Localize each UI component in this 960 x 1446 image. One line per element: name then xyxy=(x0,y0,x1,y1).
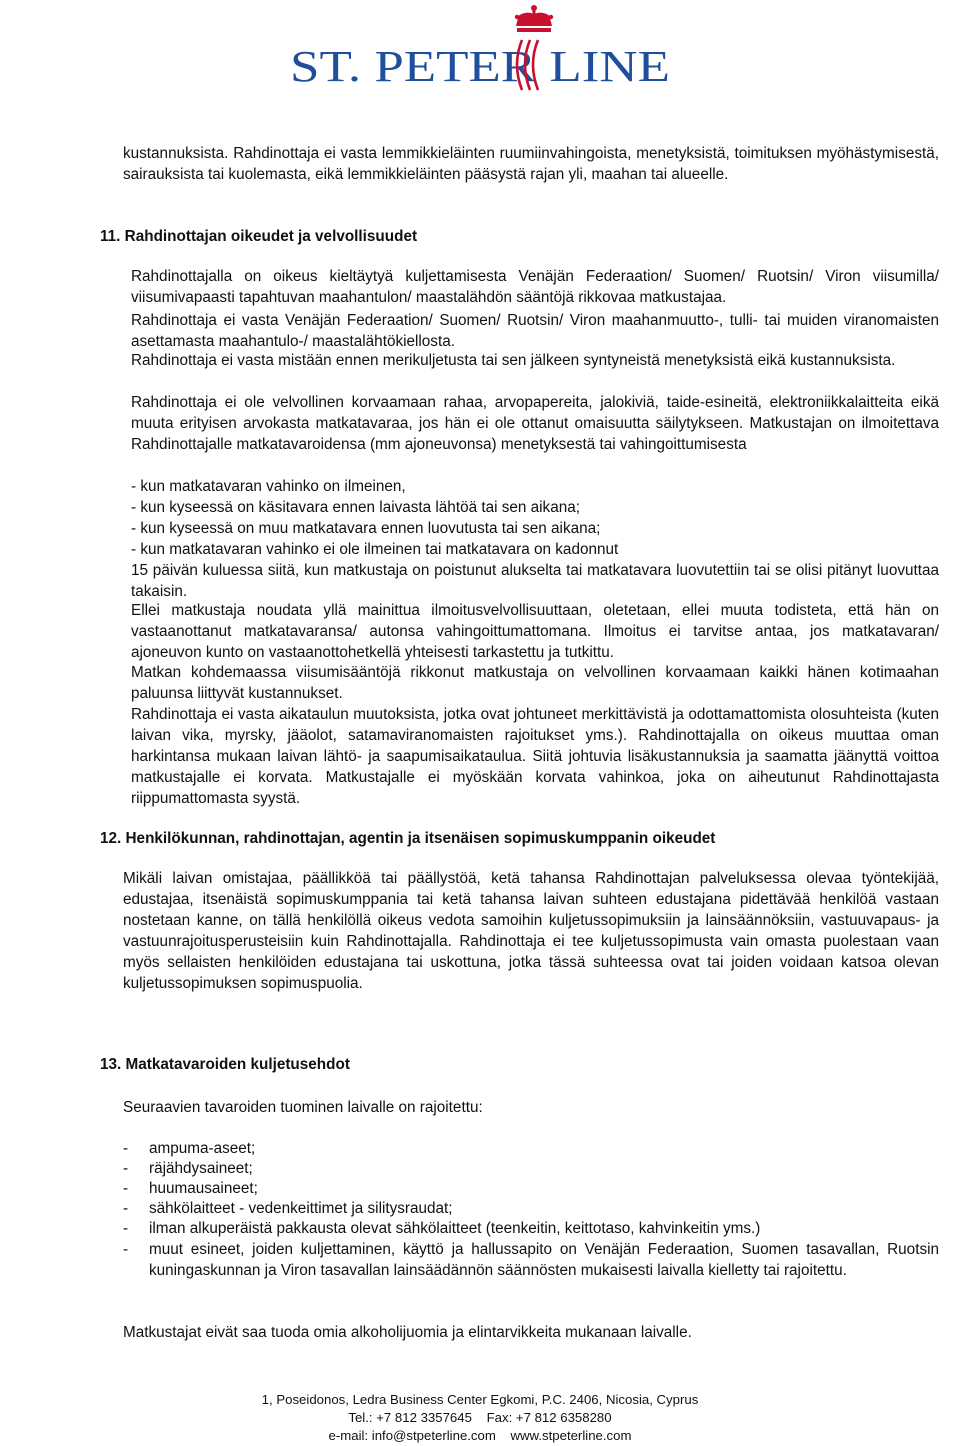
intro-paragraph: kustannuksista. Rahdinottaja ei vasta lemmikkieläinten ruumiinvahingoista, menetyksistä, toimituksen myöhästymisestä, sairauksista tai kuolemasta, eikä lemmikkieläinten pääsystä rajan yli, maahan tai alueelle. xyxy=(123,145,939,183)
section-11-list-item: - kun matkatavaran vahinko on ilmeinen, xyxy=(131,478,406,495)
list-dash: - xyxy=(123,1220,129,1237)
section-12-heading: 12. Henkilökunnan, rahdinottajan, agentin ja itsenäisen sopimuskumppanin oikeudet xyxy=(100,830,716,847)
list-item-text: ampuma-aseet; xyxy=(149,1140,256,1157)
section-12-paragraph: Mikäli laivan omistajaa, päällikköä tai päällystöä, ketä tahansa Rahdinottajan palveluksessa olevaa työntekijää, edustajaa, itsenäistä sopimuskumppania tai ketä tahansa laivan suhteen edustajana pidettävää henkilöä vastaan nostetaan kanne, on tällä henkilöllä oikeus vedota samoihin kuljetussopimuksiin ja lainsäännöksiin, vastuuvapaus- ja vastuunrajoitusperusteisiin kuin Rahdinottajalla. Rahdinottaja ei tee kuljetussopimusta vain omasta puolestaan vaan myös sellaisten henkilöiden edustajana tai uskottuna, jotka tässä suhteessa ovat tai joiden voidaan katsoa olevan kuljetussopimuksen sopimuspuolia. xyxy=(123,870,939,992)
list-dash: - xyxy=(123,1180,129,1197)
section-11-heading: 11. Rahdinottajan oikeudet ja velvollisuudet xyxy=(100,228,418,245)
list-dash: - xyxy=(123,1241,129,1258)
section-13-closing: Matkustajat eivät saa tuoda omia alkoholijuomia ja elintarvikkeita mukanaan laivalle. xyxy=(123,1324,692,1341)
section-13-list-item xyxy=(123,1158,939,1179)
crown-icon xyxy=(515,5,553,32)
list-dash: - xyxy=(123,1160,129,1177)
footer-address: 1, Poseidonos, Ledra Business Center Egkomi, P.C. 2406, Nicosia, Cyprus xyxy=(261,1392,699,1407)
footer-phones: Tel.: +7 812 3357645 Fax: +7 812 6358280 xyxy=(348,1410,612,1425)
list-item-text: sähkölaitteet - vedenkeittimet ja silitysraudat; xyxy=(149,1200,453,1217)
list-dash: - xyxy=(123,1140,129,1157)
section-13-heading: 13. Matkatavaroiden kuljetusehdot xyxy=(100,1056,350,1073)
st-peter-line-logo xyxy=(286,4,676,96)
list-item-text: ilman alkuperäistä pakkausta olevat sähkölaitteet (teenkeitin, keittotaso, kahvinkeitin yms.) xyxy=(149,1220,761,1237)
section-11-paragraph-2: Rahdinottaja ei vasta Venäjän Federaation/ Suomen/ Ruotsin/ Viron maahanmuutto-, tulli- tai muiden viranomaisten asettamasta maahantulo-/ maastalähtökiellosta. xyxy=(131,312,939,350)
section-11-paragraph-3: Rahdinottaja ei vasta mistään ennen merikuljetusta tai sen jälkeen syntyneistä menetyksistä eikä kustannuksista. xyxy=(131,352,896,369)
section-11-list-item: - kun kyseessä on muu matkatavara ennen luovutusta tai sen aikana; xyxy=(131,520,601,537)
list-item-text: muut esineet, joiden kuljettaminen, käyttö ja hallussapito on Venäjän Federaation, Suomen tasavallan, Ruotsin kuningaskunnan ja Viron tasavallan lainsäädännön säännösten mukaisesti laivalla kielletty tai rajoitettu. xyxy=(149,1241,939,1279)
footer-contacts: e-mail: info@stpeterline.com www.stpeterline.com xyxy=(328,1428,632,1443)
section-13-list-item xyxy=(123,1198,939,1219)
section-11-paragraph-7: Matkan kohdemaassa viisumisääntöjä rikkonut matkustaja on velvollinen korvaamaan kaikki hänen kotimaahan paluunsa liittyvät kustannukset. xyxy=(131,664,939,702)
logo-graphic xyxy=(286,4,676,96)
section-11-list-item: - kun matkatavaran vahinko ei ole ilmeinen tai matkatavara on kadonnut xyxy=(131,541,619,558)
section-13-list-item xyxy=(123,1239,939,1281)
list-item-text: huumausaineet; xyxy=(149,1180,258,1197)
section-13-intro: Seuraavien tavaroiden tuominen laivalle on rajoitettu: xyxy=(123,1099,483,1116)
section-13-list-item xyxy=(123,1218,939,1239)
list-dash: - xyxy=(123,1200,129,1217)
section-11-paragraph-4: Rahdinottaja ei ole velvollinen korvaamaan rahaa, arvopapereita, jalokiviä, taide-esineitä, elektroniikkalaitteita eikä muuta erityisen arvokasta matkatavaraa, jos hän ei ole ottanut omaisuutta säilytykseen. Matkustajan on ilmoitettava Rahdinottajalle matkatavaroidensa (mm ajoneuvonsa) menetyksestä tai vahingoittumisesta xyxy=(131,394,939,453)
list-item-text: räjähdysaineet; xyxy=(149,1160,253,1177)
section-13-list-item xyxy=(123,1138,939,1159)
section-11-paragraph-5: 15 päivän kuluessa siitä, kun matkustaja on poistunut alukselta tai matkatavara luovutettiin tai se olisi pitänyt luovuttaa takaisin. xyxy=(131,562,939,600)
section-11-paragraph-1: Rahdinottajalla on oikeus kieltäytyä kuljettamisesta Venäjän Federaation/ Suomen/ Ruotsin/ Viron viisumilla/ viisumivapaasti tapahtuvan maahantulon/ maastalähdön sääntöjä rikkovaa matkustajaa. xyxy=(131,268,939,306)
section-13-list-item xyxy=(123,1178,939,1199)
section-11-list-item: - kun kyseessä on käsitavara ennen laivasta lähtöä tai sen aikana; xyxy=(131,499,580,516)
section-11-paragraph-8: Rahdinottaja ei vasta aikataulun muutoksista, jotka ovat johtuneet merkittävistä ja odottamattomista olosuhteista (kuten laivan vika, myrsky, jääolot, satamaviranomaisten rajoitukset yms.). Rahdinottajalla on oikeus muuttaa oman harkintansa mukaan laivan lähtö- ja saapumisaikataulua. Siitä johtuvia lisäkustannuksia ja saamatta jäänyttä voittoa matkustajalle ei korvata. Matkustajalle ei myöskään korvata vahinkoa, joka on aiheutunut Rahdinottajasta riippumattomasta syystä. xyxy=(131,706,939,807)
section-11-paragraph-6: Ellei matkustaja noudata yllä mainittua ilmoitusvelvollisuuttaan, oletetaan, ellei muuta todisteta, että hän on vastaanottanut matkatavaransa/ autonsa vahingoittumattomana. Ilmoitus ei tarvitse antaa, jos matkatavaran/ ajoneuvon kunto on vastaanottohetkellä yhteisesti tarkastettu ja tutkittu. xyxy=(131,602,939,661)
brand-name: ST. PETER LINE xyxy=(290,42,670,91)
